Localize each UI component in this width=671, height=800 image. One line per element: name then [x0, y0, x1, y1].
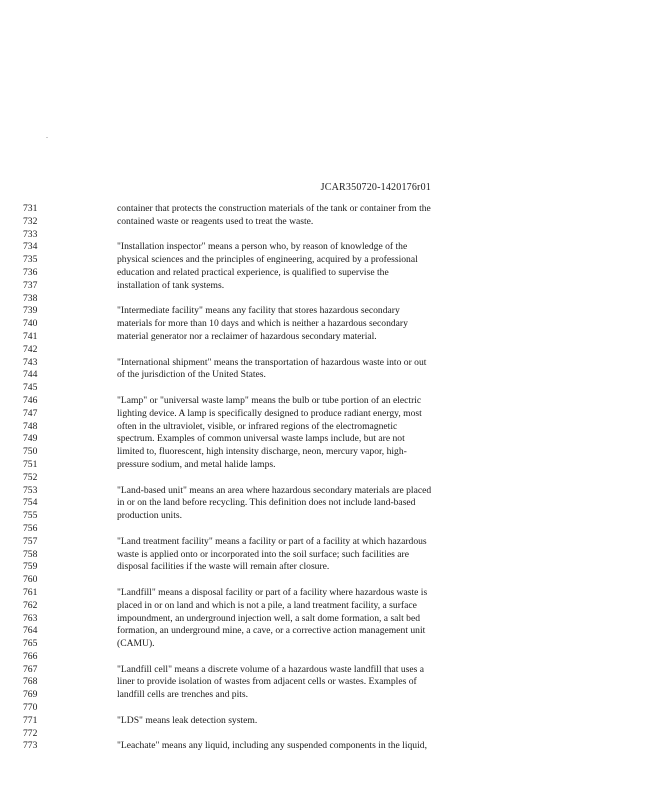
document-line — [0, 587, 671, 600]
document-line — [0, 638, 671, 651]
document-line — [0, 446, 671, 459]
document-line — [0, 510, 671, 523]
line-number: 763 — [23, 612, 38, 624]
line-text: lighting device. A lamp is specifically designed to produce radiant energy, most — [117, 407, 422, 419]
document-line — [0, 472, 671, 485]
line-text: often in the ultraviolet, visible, or infrared regions of the electromagnetic — [117, 420, 398, 432]
stray-mark: . — [46, 131, 48, 140]
line-number: 741 — [23, 330, 38, 342]
line-number: 772 — [23, 727, 38, 739]
line-number: 769 — [23, 689, 38, 701]
line-text: "LDS" means leak detection system. — [117, 714, 258, 726]
line-text: in or on the land before recycling. This definition does not include land-based — [117, 497, 416, 509]
document-line — [0, 408, 671, 421]
line-number: 767 — [23, 663, 38, 675]
document-line — [0, 651, 671, 664]
document-line — [0, 523, 671, 536]
line-number: 765 — [23, 638, 38, 650]
line-text: pressure sodium, and metal halide lamps. — [117, 458, 276, 470]
line-text: "Land-based unit" means an area where hazardous secondary materials are placed — [117, 484, 432, 496]
line-number: 752 — [23, 471, 38, 483]
line-number: 761 — [23, 586, 38, 598]
line-text: waste is applied onto or incorporated into the soil surface; such facilities are — [117, 548, 409, 560]
document-line — [0, 740, 671, 753]
line-number: 755 — [23, 510, 38, 522]
document-line — [0, 600, 671, 613]
line-number: 773 — [23, 740, 38, 752]
line-number: 770 — [23, 702, 38, 714]
numbered-lines — [0, 203, 671, 753]
document-line — [0, 676, 671, 689]
line-text: landfill cells are trenches and pits. — [117, 689, 249, 701]
document-line — [0, 625, 671, 638]
line-number: 734 — [23, 241, 38, 253]
line-text: materials for more than 10 days and which is neither a hazardous secondary — [117, 318, 408, 330]
line-text: "Lamp" or "universal waste lamp" means the bulb or tube portion of an electric — [117, 394, 422, 406]
document-line — [0, 369, 671, 382]
line-text: production units. — [117, 510, 183, 522]
line-text: "Intermediate facility" means any facility that stores hazardous secondary — [117, 305, 400, 317]
line-text: "Landfill cell" means a discrete volume of a hazardous waste landfill that uses a — [117, 663, 424, 675]
line-text: limited to, fluorescent, high intensity discharge, neon, mercury vapor, high- — [117, 446, 407, 458]
document-line — [0, 715, 671, 728]
document-line — [0, 305, 671, 318]
line-number: 746 — [23, 394, 38, 406]
line-number: 739 — [23, 305, 38, 317]
line-number: 736 — [23, 266, 38, 278]
line-number: 759 — [23, 561, 38, 573]
document-line — [0, 280, 671, 293]
line-text: of the jurisdiction of the United States. — [117, 369, 266, 381]
line-number: 733 — [23, 228, 38, 240]
line-number: 764 — [23, 625, 38, 637]
document-id: JCAR350720-1420176r01 — [320, 182, 431, 193]
line-text: impoundment, an underground injection well, a salt dome formation, a salt bed — [117, 612, 421, 624]
document-line — [0, 293, 671, 306]
line-text: education and related practical experience, is qualified to supervise the — [117, 266, 389, 278]
document-line — [0, 497, 671, 510]
document-line — [0, 459, 671, 472]
document-line — [0, 229, 671, 242]
document-line — [0, 254, 671, 267]
line-number: 744 — [23, 369, 38, 381]
line-text: liner to provide isolation of wastes from adjacent cells or wastes. Examples of — [117, 676, 417, 688]
line-number: 753 — [23, 484, 38, 496]
line-number: 749 — [23, 433, 38, 445]
document-line — [0, 395, 671, 408]
line-text: installation of tank systems. — [117, 279, 225, 291]
line-number: 738 — [23, 292, 38, 304]
line-text: disposal facilities if the waste will remain after closure. — [117, 561, 330, 573]
document-line — [0, 421, 671, 434]
document-line — [0, 561, 671, 574]
document-line — [0, 331, 671, 344]
document-line — [0, 485, 671, 498]
document-line — [0, 241, 671, 254]
line-number: 732 — [23, 215, 38, 227]
line-text: material generator nor a reclaimer of hazardous secondary material. — [117, 330, 377, 342]
line-number: 758 — [23, 548, 38, 560]
line-number: 740 — [23, 318, 38, 330]
line-number: 743 — [23, 356, 38, 368]
document-line — [0, 549, 671, 562]
line-text: "Land treatment facility" means a facility or part of a facility at which hazardous — [117, 535, 427, 547]
line-number: 748 — [23, 420, 38, 432]
document-line — [0, 318, 671, 331]
line-text: "International shipment" means the transportation of hazardous waste into or out — [117, 356, 427, 368]
line-text: contained waste or reagents used to treat the waste. — [117, 215, 314, 227]
line-number: 742 — [23, 343, 38, 355]
document-line — [0, 357, 671, 370]
line-number: 747 — [23, 407, 38, 419]
document-line — [0, 203, 671, 216]
line-text: physical sciences and the principles of engineering, acquired by a professional — [117, 254, 418, 266]
document-line — [0, 702, 671, 715]
document-line — [0, 689, 671, 702]
document-line — [0, 574, 671, 587]
line-text: "Leachate" means any liquid, including any suspended components in the liquid, — [117, 740, 427, 752]
line-number: 745 — [23, 382, 38, 394]
line-number: 751 — [23, 458, 38, 470]
line-number: 756 — [23, 522, 38, 534]
line-text: formation, an underground mine, a cave, or a corrective action management unit — [117, 625, 426, 637]
document-line — [0, 613, 671, 626]
document-line — [0, 267, 671, 280]
line-number: 754 — [23, 497, 38, 509]
document-line — [0, 664, 671, 677]
line-number: 766 — [23, 650, 38, 662]
line-number: 731 — [23, 203, 38, 214]
line-text: placed in or on land and which is not a pile, a land treatment facility, a surface — [117, 599, 417, 611]
line-text: "Landfill" means a disposal facility or part of a facility where hazardous waste is — [117, 586, 428, 598]
line-number: 750 — [23, 446, 38, 458]
line-number: 760 — [23, 574, 38, 586]
line-text: "Installation inspector" means a person who, by reason of knowledge of the — [117, 241, 408, 253]
line-number: 735 — [23, 254, 38, 266]
line-number: 762 — [23, 599, 38, 611]
document-line — [0, 536, 671, 549]
document-line — [0, 344, 671, 357]
document-line — [0, 433, 671, 446]
line-text: spectrum. Examples of common universal waste lamps include, but are not — [117, 433, 405, 445]
line-text: container that protects the construction materials of the tank or container from the — [117, 203, 431, 214]
document-line — [0, 382, 671, 395]
line-text: (CAMU). — [117, 638, 155, 650]
line-number: 737 — [23, 279, 38, 291]
line-number: 757 — [23, 535, 38, 547]
line-number: 768 — [23, 676, 38, 688]
line-number: 771 — [23, 714, 38, 726]
document-line — [0, 728, 671, 741]
document-line — [0, 216, 671, 229]
